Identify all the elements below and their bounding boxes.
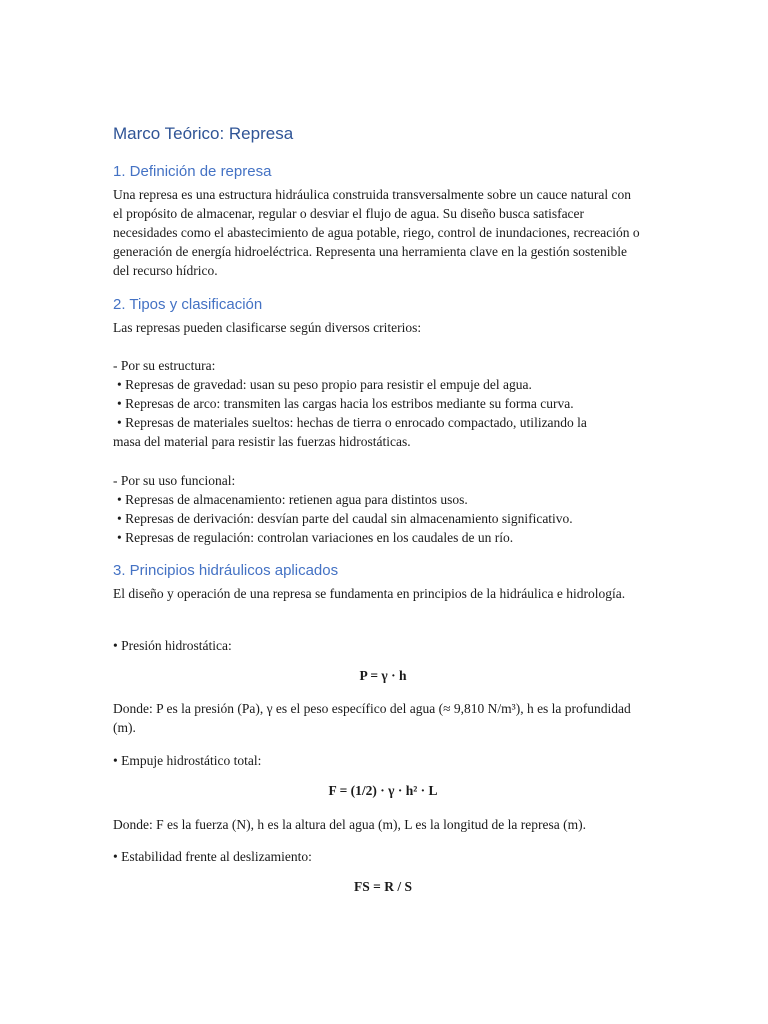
document-title: Marco Teórico: Represa [113, 124, 294, 143]
formula-presion: P = γ · h [359, 668, 407, 683]
section-heading-tipos: 2. Tipos y clasificación [113, 296, 263, 313]
group-label-uso-funcional: - Por su uso funcional: [113, 473, 236, 488]
formula-empuje: F = (1/2) · γ · h² · L [328, 783, 438, 798]
list-item: • Represas de gravedad: usan su peso propio para resistir el empuje del agua. [117, 377, 532, 392]
formula-explanation-empuje: Donde: F es la fuerza (N), h es la altura del agua (m), L es la longitud de la represa (m). [113, 817, 586, 832]
list-item: • Represas de derivación: desvían parte del caudal sin almacenamiento significativo. [117, 511, 573, 526]
formula-explanation-presion: Donde: P es la presión (Pa), γ es el peso específico del agua (≈ 9,810 N/m³), h es la profundidad (m). [113, 701, 631, 735]
list-item: • Represas de regulación: controlan variaciones en los caudales de un río. [117, 530, 514, 545]
section-heading-principios: 3. Principios hidráulicos aplicados [113, 562, 339, 579]
list-item-continuation: masa del material para resistir las fuerzas hidrostáticas. [113, 434, 411, 449]
principle-label-empuje: • Empuje hidrostático total: [113, 753, 262, 768]
section-paragraph-definicion: Una represa es una estructura hidráulica construida transversalmente sobre un cauce natural con el propósito de almacenar, regular o desviar el flujo de agua. Su diseño busca satisfacer necesidades como el abastecimiento de agua potable, riego, control de inundaciones, recreación o generación de energía hidroeléctrica. Representa una herramienta clave en la gestión sostenible del recurso hídrico. [113, 187, 640, 278]
principle-label-estabilidad: • Estabilidad frente al deslizamiento: [113, 849, 312, 864]
principle-label-presion: • Presión hidrostática: [113, 638, 232, 653]
formula-estabilidad: FS = R / S [354, 879, 412, 894]
list-item: • Represas de materiales sueltos: hechas de tierra o enrocado compactado, utilizando la [117, 415, 587, 430]
section-heading-definicion: 1. Definición de represa [113, 163, 272, 180]
section-intro-principios: El diseño y operación de una represa se fundamenta en principios de la hidráulica e hidrología. [113, 586, 626, 601]
list-item: • Represas de arco: transmiten las cargas hacia los estribos mediante su forma curva. [117, 396, 574, 411]
list-item: • Represas de almacenamiento: retienen agua para distintos usos. [117, 492, 468, 507]
section-intro-tipos: Las represas pueden clasificarse según diversos criterios: [113, 320, 422, 335]
group-label-estructura: - Por su estructura: [113, 358, 216, 373]
